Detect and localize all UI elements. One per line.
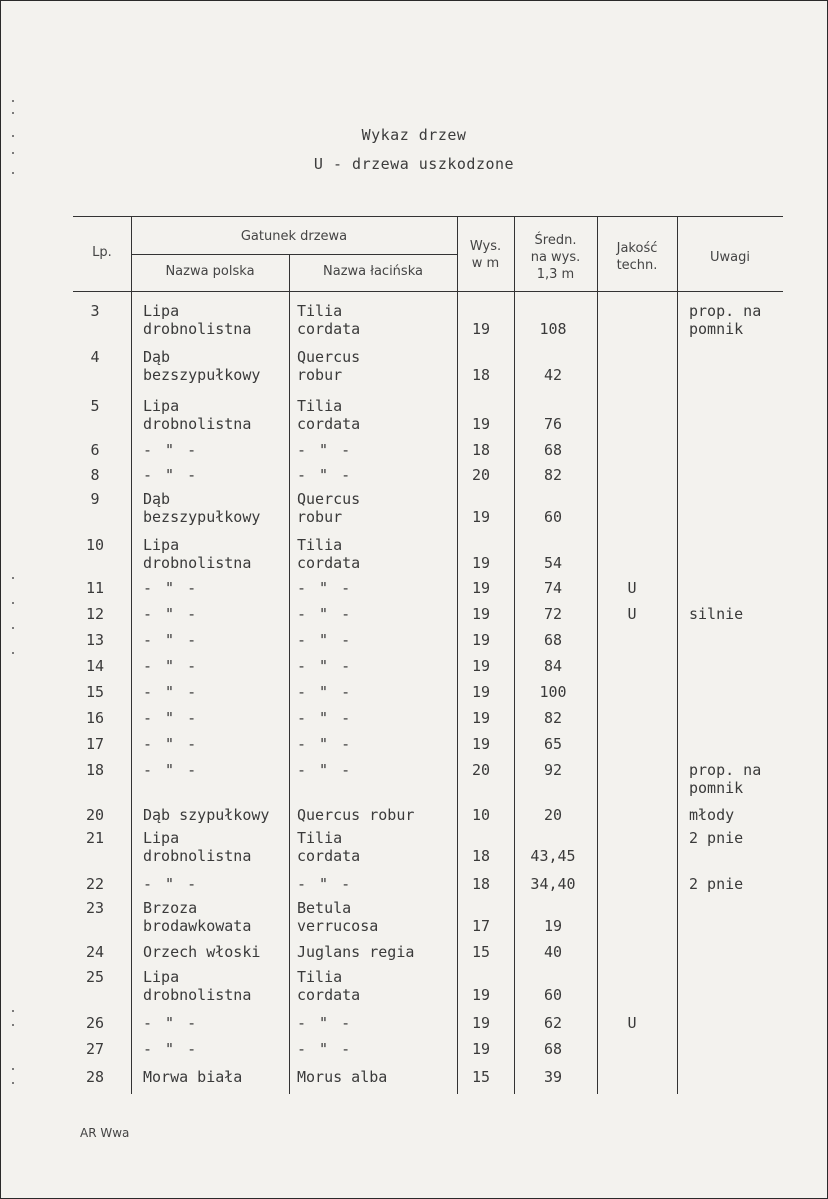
margin-dot [12, 1024, 14, 1026]
cell-jakosc: U [627, 1014, 637, 1032]
cell-srednica: 68 [543, 1040, 563, 1058]
cell-lp: 20 [85, 806, 105, 824]
cell-wysokosc: 15 [471, 943, 491, 961]
cell-nazwa-polska: Brzoza [143, 899, 198, 917]
cell-nazwa-polska: Dąb szypułkowy [143, 806, 270, 824]
cell-nazwa-polska: - " - [143, 579, 199, 597]
cell-nazwa-polska: - " - [143, 441, 199, 459]
cell-lp: 18 [85, 761, 105, 779]
cell-jakosc: U [627, 579, 637, 597]
cell-nazwa-lacinska: - " - [297, 709, 353, 727]
cell-nazwa-lacinska: - " - [297, 761, 353, 779]
cell-srednica: 60 [543, 986, 563, 1004]
cell-nazwa-lacinska: Tilia [297, 829, 343, 847]
cell-lp: 26 [85, 1014, 105, 1032]
cell-nazwa-polska: Lipa [143, 536, 180, 554]
cell-srednica: 19 [543, 917, 563, 935]
header-gatunek: Gatunek drzewa [240, 229, 348, 244]
cell-wysokosc: 18 [471, 875, 491, 893]
cell-nazwa-polska: Dąb [143, 490, 171, 508]
cell-lp: 3 [90, 302, 100, 320]
header-sredn-3: 1,3 m [536, 267, 575, 282]
cell-nazwa-lacinska: cordata [297, 847, 361, 865]
cell-lp: 6 [90, 441, 100, 459]
cell-wysokosc: 18 [471, 366, 491, 384]
cell-wysokosc: 18 [471, 441, 491, 459]
cell-lp: 24 [85, 943, 105, 961]
margin-dot [12, 1082, 14, 1084]
cell-nazwa-lacinska: Tilia [297, 968, 343, 986]
cell-wysokosc: 20 [471, 466, 491, 484]
cell-nazwa-lacinska: Quercus robur [297, 806, 415, 824]
cell-nazwa-polska: - " - [143, 1040, 199, 1058]
cell-nazwa-lacinska: - " - [297, 605, 353, 623]
margin-dot [12, 100, 14, 102]
cell-nazwa-polska: Lipa [143, 968, 180, 986]
cell-nazwa-polska: Lipa [143, 302, 180, 320]
cell-wysokosc: 19 [471, 415, 491, 433]
cell-nazwa-lacinska: cordata [297, 320, 361, 338]
cell-wysokosc: 19 [471, 709, 491, 727]
cell-nazwa-lacinska: Tilia [297, 536, 343, 554]
cell-nazwa-lacinska: robur [297, 366, 343, 384]
header-jakosc: Jakość [616, 241, 658, 256]
cell-wysokosc: 10 [471, 806, 491, 824]
cell-wysokosc: 19 [471, 683, 491, 701]
header-lp: Lp. [92, 245, 112, 260]
cell-nazwa-polska: brodawkowata [143, 917, 252, 935]
cell-nazwa-polska: - " - [143, 605, 199, 623]
cell-nazwa-polska: drobnolistna [143, 320, 252, 338]
header-uwagi: Uwagi [710, 250, 750, 265]
cell-nazwa-lacinska: cordata [297, 415, 361, 433]
cell-srednica: 62 [543, 1014, 563, 1032]
cell-lp: 9 [90, 490, 100, 508]
cell-wysokosc: 19 [471, 986, 491, 1004]
cell-nazwa-polska: - " - [143, 631, 199, 649]
cell-srednica: 34,40 [530, 875, 576, 893]
cell-lp: 23 [85, 899, 105, 917]
margin-dot [12, 1010, 14, 1012]
cell-srednica: 82 [543, 709, 563, 727]
cell-nazwa-polska: - " - [143, 683, 199, 701]
cell-nazwa-lacinska: Quercus [297, 348, 361, 366]
cell-lp: 28 [85, 1068, 105, 1086]
cell-uwagi: pomnik [689, 320, 744, 338]
margin-dot [12, 627, 14, 629]
cell-nazwa-lacinska: - " - [297, 466, 353, 484]
cell-wysokosc: 19 [471, 508, 491, 526]
cell-nazwa-lacinska: - " - [297, 683, 353, 701]
cell-wysokosc: 17 [471, 917, 491, 935]
cell-nazwa-lacinska: - " - [297, 1040, 353, 1058]
cell-lp: 8 [90, 466, 100, 484]
cell-jakosc: U [627, 605, 637, 623]
cell-nazwa-lacinska: verrucosa [297, 917, 379, 935]
cell-srednica: 39 [543, 1068, 563, 1086]
cell-nazwa-polska: Morwa biała [143, 1068, 243, 1086]
cell-uwagi: 2 pnie [689, 829, 744, 847]
cell-wysokosc: 15 [471, 1068, 491, 1086]
header-sredn: Średn. [534, 233, 577, 248]
cell-nazwa-polska: drobnolistna [143, 415, 252, 433]
cell-lp: 13 [85, 631, 105, 649]
cell-nazwa-polska: drobnolistna [143, 847, 252, 865]
cell-nazwa-lacinska: - " - [297, 631, 353, 649]
cell-wysokosc: 19 [471, 1040, 491, 1058]
cell-nazwa-lacinska: - " - [297, 657, 353, 675]
cell-nazwa-lacinska: - " - [297, 735, 353, 753]
margin-dot [12, 602, 14, 604]
margin-dot [12, 577, 14, 579]
cell-srednica: 60 [543, 508, 563, 526]
cell-srednica: 42 [543, 366, 563, 384]
cell-nazwa-polska: - " - [143, 657, 199, 675]
cell-wysokosc: 19 [471, 579, 491, 597]
page-title: Wykaz drzew [361, 126, 467, 144]
cell-srednica: 54 [543, 554, 563, 572]
cell-nazwa-lacinska: cordata [297, 986, 361, 1004]
margin-dot [12, 652, 14, 654]
cell-srednica: 108 [539, 320, 567, 338]
cell-srednica: 76 [543, 415, 563, 433]
cell-lp: 27 [85, 1040, 105, 1058]
cell-wysokosc: 19 [471, 657, 491, 675]
cell-uwagi: młody [689, 806, 735, 824]
footer-stamp: AR Wwa [80, 1126, 130, 1140]
cell-nazwa-lacinska: Quercus [297, 490, 361, 508]
cell-nazwa-polska: bezszypułkowy [143, 366, 261, 384]
cell-nazwa-polska: bezszypułkowy [143, 508, 261, 526]
cell-srednica: 43,45 [530, 847, 576, 865]
cell-lp: 14 [85, 657, 105, 675]
cell-srednica: 68 [543, 441, 563, 459]
cell-srednica: 74 [543, 579, 563, 597]
cell-lp: 17 [85, 735, 105, 753]
cell-lp: 12 [85, 605, 105, 623]
cell-nazwa-lacinska: Tilia [297, 302, 343, 320]
cell-wysokosc: 19 [471, 735, 491, 753]
cell-lp: 22 [85, 875, 105, 893]
margin-dot [12, 112, 14, 114]
cell-nazwa-lacinska: - " - [297, 441, 353, 459]
cell-nazwa-lacinska: - " - [297, 875, 353, 893]
cell-srednica: 20 [543, 806, 563, 824]
cell-nazwa-polska: Lipa [143, 829, 180, 847]
cell-nazwa-lacinska: robur [297, 508, 343, 526]
cell-uwagi: prop. na [689, 302, 762, 320]
cell-nazwa-lacinska: - " - [297, 1014, 353, 1032]
cell-srednica: 82 [543, 466, 563, 484]
cell-nazwa-polska: - " - [143, 761, 199, 779]
cell-nazwa-polska: - " - [143, 875, 199, 893]
cell-uwagi: pomnik [689, 779, 744, 797]
cell-nazwa-polska: - " - [143, 709, 199, 727]
cell-lp: 21 [85, 829, 105, 847]
cell-srednica: 68 [543, 631, 563, 649]
margin-dot [12, 1068, 14, 1070]
cell-wysokosc: 19 [471, 554, 491, 572]
cell-uwagi: prop. na [689, 761, 762, 779]
cell-nazwa-polska: - " - [143, 1014, 199, 1032]
header-wys: Wys. [469, 239, 502, 254]
cell-wysokosc: 19 [471, 320, 491, 338]
cell-nazwa-lacinska: Morus alba [297, 1068, 388, 1086]
cell-wysokosc: 19 [471, 605, 491, 623]
cell-srednica: 65 [543, 735, 563, 753]
header-wys-unit: w m [471, 256, 500, 271]
header-nazwa-lacinska: Nazwa łacińska [323, 264, 423, 279]
cell-nazwa-polska: Lipa [143, 397, 180, 415]
cell-nazwa-polska: drobnolistna [143, 554, 252, 572]
margin-dot [12, 152, 14, 154]
header-nazwa-polska: Nazwa polska [165, 264, 255, 279]
cell-nazwa-polska: - " - [143, 466, 199, 484]
cell-lp: 25 [85, 968, 105, 986]
cell-lp: 16 [85, 709, 105, 727]
cell-nazwa-polska: drobnolistna [143, 986, 252, 1004]
cell-nazwa-lacinska: Betula [297, 899, 352, 917]
cell-lp: 11 [85, 579, 105, 597]
cell-nazwa-polska: - " - [143, 735, 199, 753]
cell-srednica: 92 [543, 761, 563, 779]
cell-nazwa-polska: Dąb [143, 348, 171, 366]
header-jakosc-2: techn. [616, 258, 658, 273]
cell-lp: 15 [85, 683, 105, 701]
cell-nazwa-lacinska: cordata [297, 554, 361, 572]
cell-lp: 5 [90, 397, 100, 415]
cell-nazwa-lacinska: Juglans regia [297, 943, 415, 961]
cell-srednica: 84 [543, 657, 563, 675]
cell-srednica: 72 [543, 605, 563, 623]
cell-wysokosc: 19 [471, 631, 491, 649]
page-subtitle: U - drzewa uszkodzone [313, 155, 515, 173]
cell-wysokosc: 19 [471, 1014, 491, 1032]
cell-wysokosc: 18 [471, 847, 491, 865]
cell-uwagi: silnie [689, 605, 744, 623]
cell-nazwa-polska: Orzech włoski [143, 943, 261, 961]
cell-lp: 4 [90, 348, 100, 366]
cell-wysokosc: 20 [471, 761, 491, 779]
header-sredn-2: na wys. [530, 250, 581, 265]
cell-nazwa-lacinska: - " - [297, 579, 353, 597]
cell-srednica: 100 [539, 683, 567, 701]
cell-srednica: 40 [543, 943, 563, 961]
cell-nazwa-lacinska: Tilia [297, 397, 343, 415]
cell-uwagi: 2 pnie [689, 875, 744, 893]
cell-lp: 10 [85, 536, 105, 554]
